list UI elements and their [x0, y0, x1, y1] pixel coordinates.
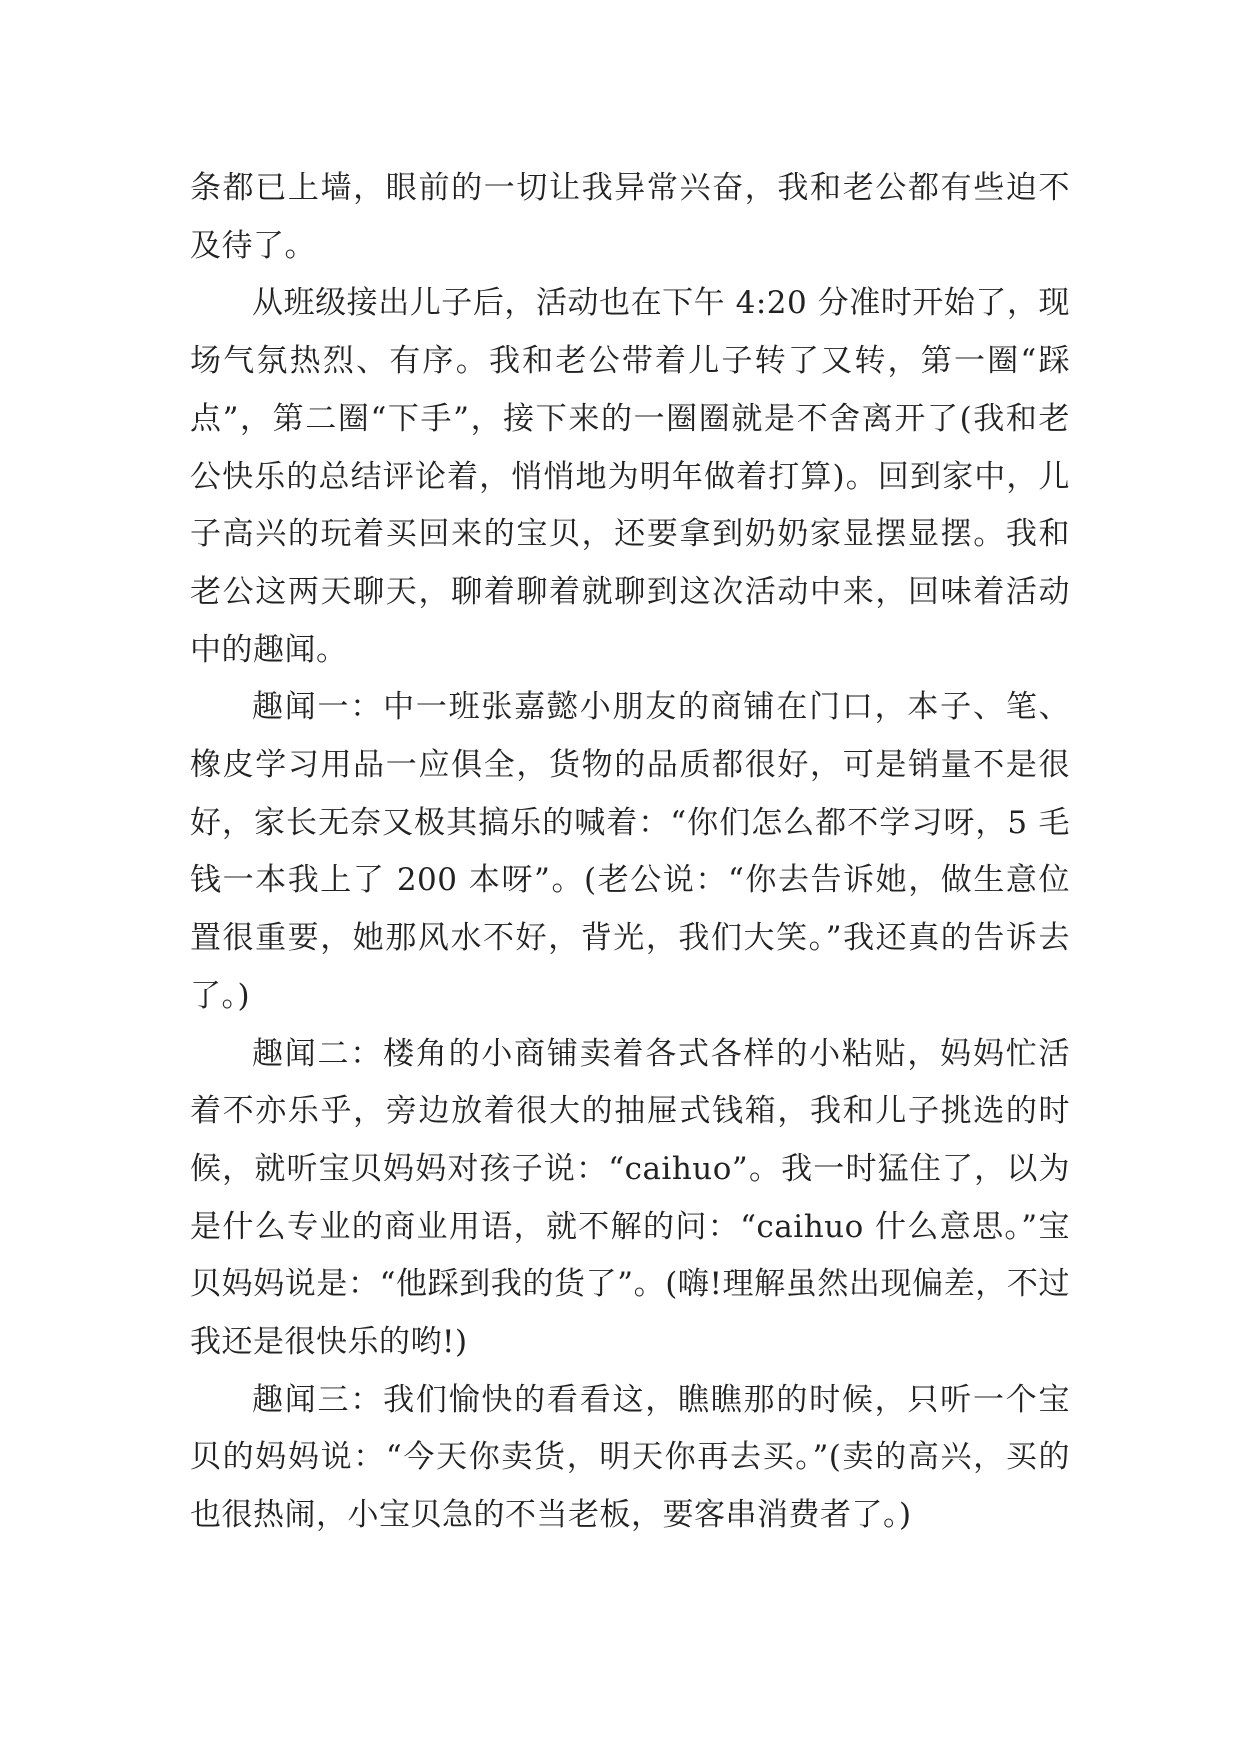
paragraph-3: 趣闻一：中一班张嘉懿小朋友的商铺在门口，本子、笔、橡皮学习用品一应俱全，货物的品质都很好，可是销量不是很好，家长无奈又极其搞乐的喊着：“你们怎么都不学习呀，5 毛钱一本我上了 200 本呀”。(老公说：“你去告诉她，做生意位置很重要，她那风水不好，背光，我们大笑。”我还真的告诉去了。): [190, 689, 1070, 1014]
paragraph-4: 趣闻二：楼角的小商铺卖着各式各样的小粘贴，妈妈忙活着不亦乐乎，旁边放着很大的抽屉式钱箱，我和儿子挑选的时候，就听宝贝妈妈对孩子说：“caihuo”。我一时猛住了，以为是什么专业的商业用语，就不解的问：“caihuo 什么意思。”宝贝妈妈说是：“他踩到我的货了”。(嗨!理解虽然出现偏差，不过我还是很快乐的哟!): [190, 1035, 1070, 1361]
document-body: [190, 160, 1070, 1545]
paragraph-5: 趣闻三：我们愉快的看看这，瞧瞧那的时候，只听一个宝贝的妈妈说：“今天你卖货，明天你再去买。”(卖的高兴，买的也很热闹，小宝贝急的不当老板，要客串消费者了。): [190, 1381, 1070, 1534]
paragraph-2: 从班级接出儿子后，活动也在下午 4:20 分准时开始了，现场气氛热烈、有序。我和老公带着儿子转了又转，第一圈“踩点”，第二圈“下手”，接下来的一圈圈就是不舍离开了(我和老公快乐的总结评论着，悄悄地为明年做着打算)。回到家中，儿子高兴的玩着买回来的宝贝，还要拿到奶奶家显摆显摆。我和老公这两天聊天，聊着聊着就聊到这次活动中来，回味着活动中的趣闻。: [190, 285, 1070, 668]
paragraph-1: 条都已上墙，眼前的一切让我异常兴奋，我和老公都有些迫不及待了。: [190, 170, 1070, 264]
